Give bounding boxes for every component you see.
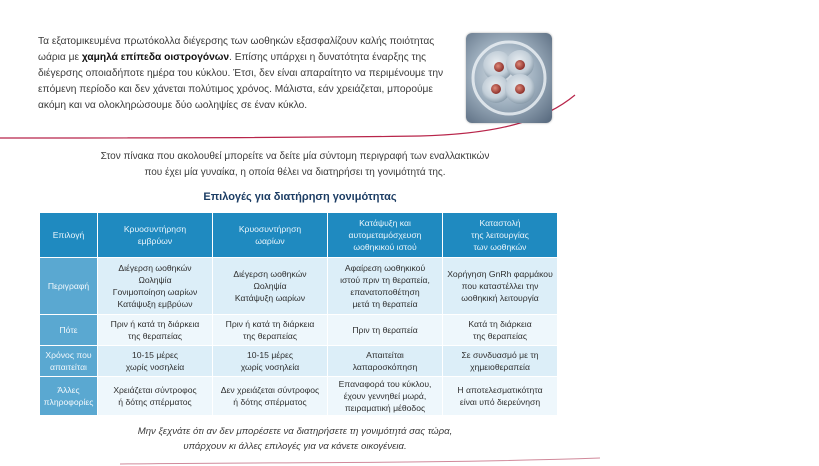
embryo-illustration	[466, 33, 552, 123]
table-intro	[60, 149, 530, 181]
table-cell	[98, 258, 213, 315]
cell-line: ή δότης σπέρματος	[118, 397, 192, 407]
cell-line: ιστού πριν τη θεραπεία,	[340, 275, 430, 285]
cell-line: 10-15 μέρες	[131, 350, 178, 360]
cell-line: Πριν τη θεραπεία	[352, 325, 418, 335]
cell-line: Χρειάζεται σύντροφος	[113, 385, 197, 395]
cell-line: Ωοληψία	[253, 281, 287, 291]
cell-line: που καταστέλλει την	[461, 281, 539, 291]
column-header-embryos	[98, 213, 213, 258]
table-intro-line2: που έχει μία γυναίκα, η οποία θέλει να διατηρήσει τη γονιμότητά της.	[144, 167, 446, 178]
cell-line: Η αποτελεσματικότητα	[457, 385, 543, 395]
column-header-line: Κρυοσυντήρηση	[238, 224, 302, 234]
cell-line: Κατάψυξη εμβρύων	[117, 299, 193, 309]
cell-line: Ωοληψία	[138, 275, 172, 285]
cell-line: Επαναφορά του κύκλου,	[338, 379, 432, 389]
table-row	[40, 258, 558, 315]
table-title: Επιλογές για διατήρηση γονιμότητας	[203, 191, 397, 203]
table-intro-line1: Στον πίνακα που ακολουθεί μπορείτε να δείτε μία σύντομη περιγραφή των εναλλακτικών	[100, 151, 490, 162]
cell-line: ωοθηκική λειτουργία	[461, 293, 539, 303]
cell-line: έχουν γεννηθεί μωρά,	[343, 391, 427, 401]
cell-line: χωρίς νοσηλεία	[125, 362, 185, 372]
intro-paragraph	[38, 34, 458, 114]
cell-line: χημειοθεραπεία	[470, 362, 530, 372]
column-header-line: αυτομεταμόσχευση	[348, 230, 422, 240]
intro-paragraph-bold: χαμηλά επίπεδα οιστρογόνων	[81, 52, 230, 63]
table-cell	[443, 346, 558, 377]
cell-line: της θεραπείας	[128, 331, 182, 341]
table-cell	[443, 315, 558, 346]
table-cell	[443, 377, 558, 416]
column-header-line: εμβρύων	[137, 236, 173, 246]
cell-line: Κατά τη διάρκεια	[468, 319, 532, 329]
table-cell	[213, 258, 328, 315]
row-label-when: Πότε	[40, 315, 98, 346]
column-header-ovarian-suppression	[443, 213, 558, 258]
column-header-line: της λειτουργίας	[471, 230, 529, 240]
column-header-line: Καταστολή	[479, 218, 521, 228]
table-row	[40, 377, 558, 416]
cell-line: πειραματική μέθοδος	[344, 403, 426, 413]
cell-line: της θεραπείας	[473, 331, 527, 341]
row-label-line: Χρόνος που	[45, 350, 92, 360]
cell-line: 10-15 μέρες	[246, 350, 293, 360]
cell-line: Πριν ή κατά τη διάρκεια	[225, 319, 315, 329]
cell-line: Γονιμοποίηση ωαρίων	[112, 287, 198, 297]
table-cell	[328, 346, 443, 377]
cell-line: είναι υπό διερεύνηση	[459, 397, 541, 407]
intro-paragraph-part2: . Επίσης υπάρχει η δυνατότητα έναρξης της διέγερσης οποιαδήποτε ημέρα του κύκλου. Έτσι, δεν είναι απαραίτητο να περιμένουμε την επόμενη περίοδο και δεν χάνεται πολύτιμος χρόνος. Μάλιστα, εάν χρειάζεται, μπορούμε ακόμη και να ολοκληρώσουμε δύο ωοληψίες σε έναν κύκλο.	[38, 52, 444, 111]
cell-line: Χορήγηση GnRh φαρμάκου	[447, 269, 553, 279]
table-cell	[213, 315, 328, 346]
column-header-oocytes	[213, 213, 328, 258]
table-cell	[98, 346, 213, 377]
cell-line: λαπαροσκόπηση	[352, 362, 418, 372]
cell-line: Πριν ή κατά τη διάρκεια	[110, 319, 200, 329]
table-corner-cell: Επιλογή	[40, 213, 98, 258]
cell-line: μετά τη θεραπεία	[352, 299, 418, 309]
row-label-description: Περιγραφή	[40, 258, 98, 315]
table-cell	[328, 377, 443, 416]
table-header-row	[40, 213, 558, 258]
embryo-image	[466, 33, 552, 123]
row-label-info	[40, 377, 98, 416]
table-row	[40, 346, 558, 377]
row-label-line: Άλλες	[57, 385, 80, 395]
footer-note	[60, 424, 530, 454]
cell-line: Διέγερση ωοθηκών	[118, 263, 192, 273]
cell-line: Διέγερση ωοθηκών	[233, 269, 307, 279]
row-label-line: πληροφορίες	[43, 397, 94, 407]
column-header-line: Κατάψυξη και	[359, 218, 411, 228]
table-cell	[98, 377, 213, 416]
row-label-time	[40, 346, 98, 377]
cell-line: χωρίς νοσηλεία	[240, 362, 300, 372]
column-header-line: ωαρίων	[255, 236, 285, 246]
table-cell	[213, 377, 328, 416]
table-row	[40, 315, 558, 346]
cell-line: Δεν χρειάζεται σύντροφος	[220, 385, 320, 395]
cell-line: Αφαίρεση ωοθηκικού	[344, 263, 426, 273]
column-header-line: ωοθηκικού ιστού	[353, 242, 417, 252]
cell-line: Σε συνδυασμό με τη	[461, 350, 539, 360]
table-cell	[98, 315, 213, 346]
cell-line: Απαιτείται	[366, 350, 404, 360]
table-cell	[443, 258, 558, 315]
cell-line: ή δότης σπέρματος	[233, 397, 307, 407]
footer-line2: υπάρχουν κι άλλες επιλογές για να κάνετε οικογένεια.	[183, 441, 407, 452]
column-header-line: των ωοθηκών	[473, 242, 527, 252]
table-cell	[328, 315, 443, 346]
column-header-ovarian-tissue	[328, 213, 443, 258]
table-cell	[213, 346, 328, 377]
cell-line: Κατάψυξη ωαρίων	[234, 293, 306, 303]
column-header-line: Κρυοσυντήρηση	[123, 224, 187, 234]
table-cell	[328, 258, 443, 315]
row-label-line: απαιτείται	[50, 362, 87, 372]
cell-line: επανατοποθέτηση	[350, 287, 420, 297]
intro-paragraph-part1: Τα εξατομικευμένα πρωτόκολλα διέγερσης των ωοθηκών εξασφαλίζουν καλής ποιότητας ωάρια με	[38, 36, 435, 63]
footer-line1: Μην ξεχνάτε ότι αν δεν μπορέσετε να διατηρήσετε τη γονιμότητά σας τώρα,	[137, 426, 453, 437]
fertility-options-table	[39, 212, 558, 416]
cell-line: της θεραπείας	[243, 331, 297, 341]
